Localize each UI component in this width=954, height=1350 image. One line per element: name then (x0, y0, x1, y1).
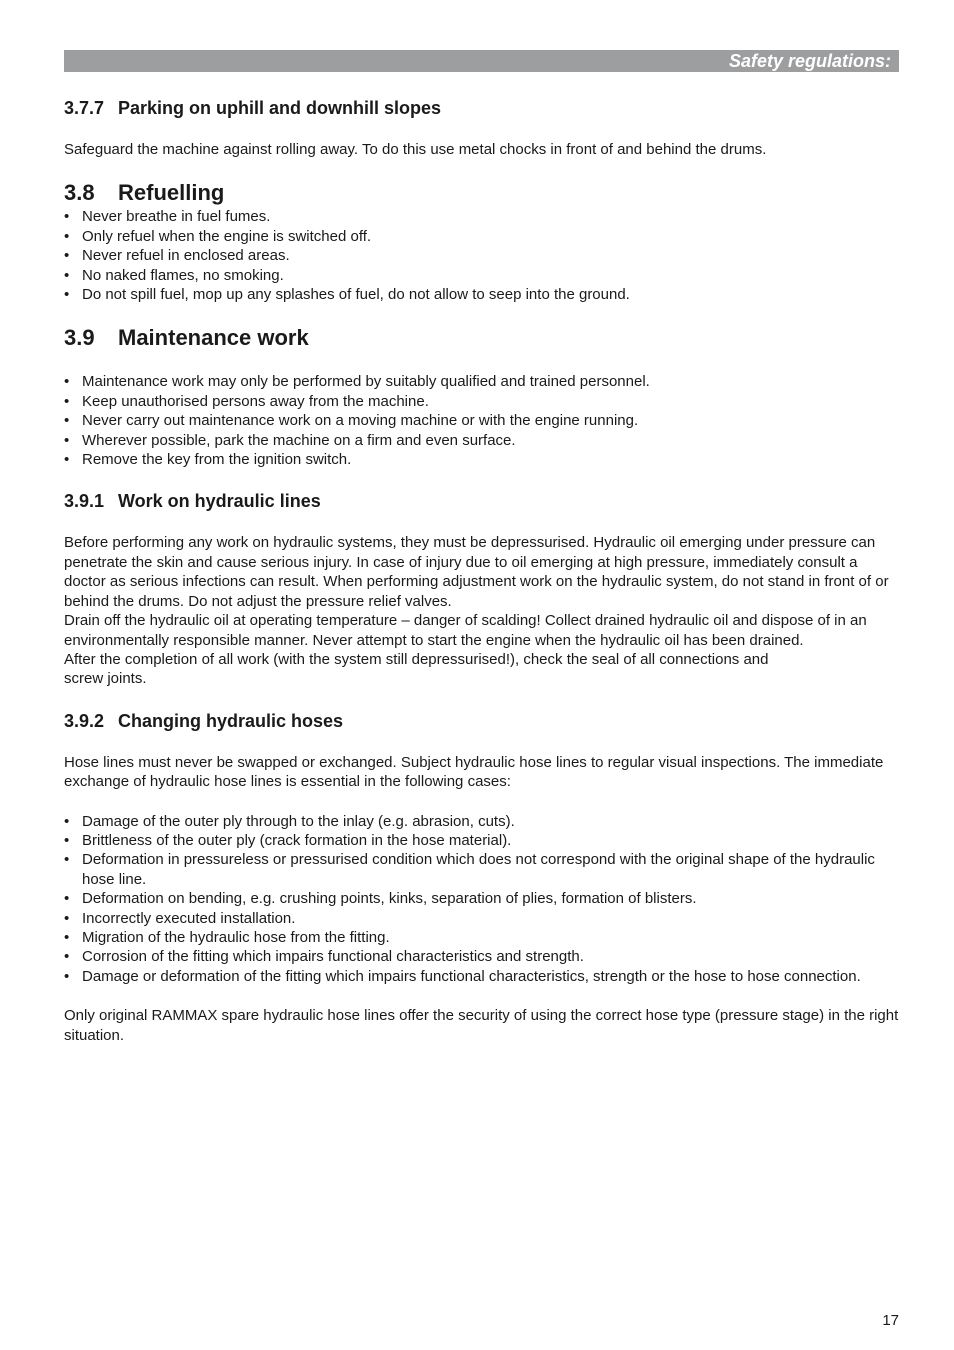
hose-exchange-list (64, 812, 902, 987)
paragraph: After the completion of all work (with the system still depressurised!), check the seal of all connections and (64, 650, 769, 668)
paragraph: Only original RAMMAX spare hydraulic hose lines offer the security of using the correct hose type (pressure stage) in the right situation. (64, 1007, 899, 1044)
list-item: • Never refuel in enclosed areas. (64, 246, 902, 265)
list-item: • No naked flames, no smoking. (64, 266, 902, 285)
section-3-9-heading (64, 324, 902, 352)
list-item: • Corrosion of the fitting which impairs functional characteristics and strength. (64, 947, 902, 966)
list-item: • Do not spill fuel, mop up any splashes of fuel, do not allow to seep into the ground. (64, 285, 902, 304)
document-body (64, 96, 902, 1045)
section-title: Refuelling (118, 180, 225, 206)
section-title: Changing hydraulic hoses (118, 710, 344, 731)
section-number: 3.9.1 (64, 491, 105, 512)
list-item: • Wherever possible, park the machine on a firm and even surface. (64, 431, 902, 450)
section-title: Parking on uphill and downhill slopes (118, 98, 442, 118)
section-title: Maintenance work (118, 325, 309, 351)
list-item: • Deformation on bending, e.g. crushing points, kinks, separation of plies, formation of blisters. (64, 889, 902, 908)
paragraph: Drain off the hydraulic oil at operating temperature – danger of scalding! Collect drained hydraulic oil and dispose of in an environmentally responsible manner. Never attempt to start the engine when the hydraulic oil has been drained. (64, 612, 867, 649)
section-3-7-7-text: Safeguard the machine against rolling away. To do this use metal chocks in front of and behind the drums. (64, 141, 767, 158)
maintenance-list (64, 372, 902, 469)
header-bar (64, 50, 899, 72)
list-item: • Never breathe in fuel fumes. (64, 207, 902, 226)
section-number: 3.7.7 (64, 98, 105, 118)
section-3-7-7-heading (64, 96, 902, 120)
list-item: • Incorrectly executed installation. (64, 909, 902, 928)
section-3-8-heading (64, 179, 902, 207)
list-item: • Brittleness of the outer ply (crack formation in the hose material). (64, 831, 902, 850)
list-item: • Migration of the hydraulic hose from the fitting. (64, 928, 902, 947)
list-item: • Maintenance work may only be performed by suitably qualified and trained personnel. (64, 372, 902, 391)
section-title: Work on hydraulic lines (118, 491, 321, 512)
section-3-9-2-heading (64, 709, 902, 733)
list-item: • Damage or deformation of the fitting which impairs functional characteristics, strength or the hose to hose connection. (64, 967, 902, 986)
list-item: • Only refuel when the engine is switched off. (64, 227, 902, 246)
paragraph: screw joints. (64, 670, 147, 688)
list-item: • Never carry out maintenance work on a moving machine or with the engine running. (64, 411, 902, 430)
list-item: • Damage of the outer ply through to the inlay (e.g. abrasion, cuts). (64, 812, 902, 831)
section-3-9-1-heading (64, 489, 902, 513)
paragraph: Before performing any work on hydraulic systems, they must be depressurised. Hydraulic oil emerging under pressure can penetrate the skin and cause serious injury. In case of injury due to oil emerging at high pressure, immediately consult a doctor as serious infections can result. When performing adjustment work on the hydraulic system, do not stand in front of or behind the drums. Do not adjust the pressure relief valves. (64, 534, 889, 610)
section-number: 3.9.2 (64, 710, 105, 731)
refuelling-list (64, 207, 902, 304)
section-number: 3.9 (64, 325, 95, 351)
section-number: 3.8 (64, 180, 95, 206)
list-item: • Remove the key from the ignition switch. (64, 450, 902, 469)
list-item: • Keep unauthorised persons away from the machine. (64, 392, 902, 411)
header-title: Safety regulations: (728, 51, 891, 71)
paragraph: Hose lines must never be swapped or exchanged. Subject hydraulic hose lines to regular visual inspections. The immediate exchange of hydraulic hose lines is essential in the following cases: (64, 753, 884, 791)
page-number: 17 (882, 1312, 899, 1329)
list-item: • Deformation in pressureless or pressurised condition which does not correspond with the original shape of the hydraulic hose line. (64, 850, 902, 889)
